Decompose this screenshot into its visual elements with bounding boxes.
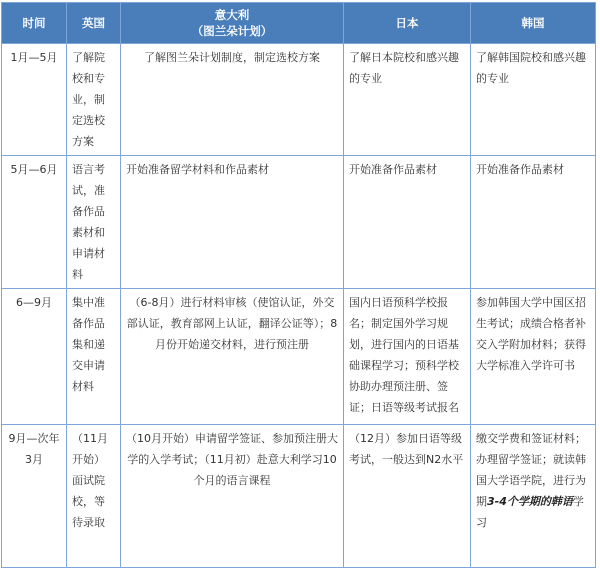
header-korea: 韩国 [471,3,596,44]
cell-korea: 了解韩国院校和感兴趣的专业 [471,44,596,156]
header-uk: 英国 [67,3,121,44]
header-time: 时间 [2,3,67,44]
table-header-row [2,3,596,44]
study-abroad-schedule-table [1,2,596,568]
cell-time: 5月—6月 [2,156,67,289]
cell-uk: 了解院校和专业，制定选校方案 [67,44,121,156]
cell-korea-text-end: 学习 [476,495,584,529]
cell-japan: 开始准备作品素材 [344,156,471,289]
cell-korea-emphasis: 3-4个学期的韩语 [487,495,573,508]
table-row [2,289,596,425]
cell-korea [471,425,596,568]
cell-time: 1月—5月 [2,44,67,156]
cell-japan: 国内日语预科学校报名；制定国外学习规划，进行国内的日语基础课程学习；预科学校协助办理预注册、签证；日语等级考试报名 [344,289,471,425]
cell-japan: （12月）参加日语等级考试，一般达到N2水平 [344,425,471,568]
table-row [2,44,596,156]
cell-japan: 了解日本院校和感兴趣的专业 [344,44,471,156]
header-japan: 日本 [344,3,471,44]
header-italy-subtitle: （图兰朵计划） [191,24,273,38]
cell-italy: （6-8月）进行材料审核（使馆认证，外交部认证，教育部网上认证，翻译公证等）；8月份开始递交材料，进行预注册 [121,289,344,425]
table-row [2,156,596,289]
cell-time: 9月—次年3月 [2,425,67,568]
cell-italy: 了解图兰朵计划制度，制定选校方案 [121,44,344,156]
cell-korea: 开始准备作品素材 [471,156,596,289]
table-row [2,425,596,568]
cell-uk: 集中准备作品集和递交申请材料 [67,289,121,425]
cell-italy: （10月开始）申请留学签证、参加预注册大学的入学考试；（11月初）赴意大利学习10个月的语言课程 [121,425,344,568]
cell-uk: 语言考试，准备作品素材和申请材料 [67,156,121,289]
header-italy [121,3,344,44]
cell-korea: 参加韩国大学中国区招生考试；成绩合格者补交入学附加材料；获得大学标准入学许可书 [471,289,596,425]
cell-italy: 开始准备留学材料和作品素材 [121,156,344,289]
cell-korea-text: 缴交学费和签证材料；办理留学签证；就读韩国大学语学院，进行为期 [476,432,586,508]
cell-uk: （11月开始）面试院校，等待录取 [67,425,121,568]
header-italy-title: 意大利 [214,8,250,22]
cell-time: 6—9月 [2,289,67,425]
